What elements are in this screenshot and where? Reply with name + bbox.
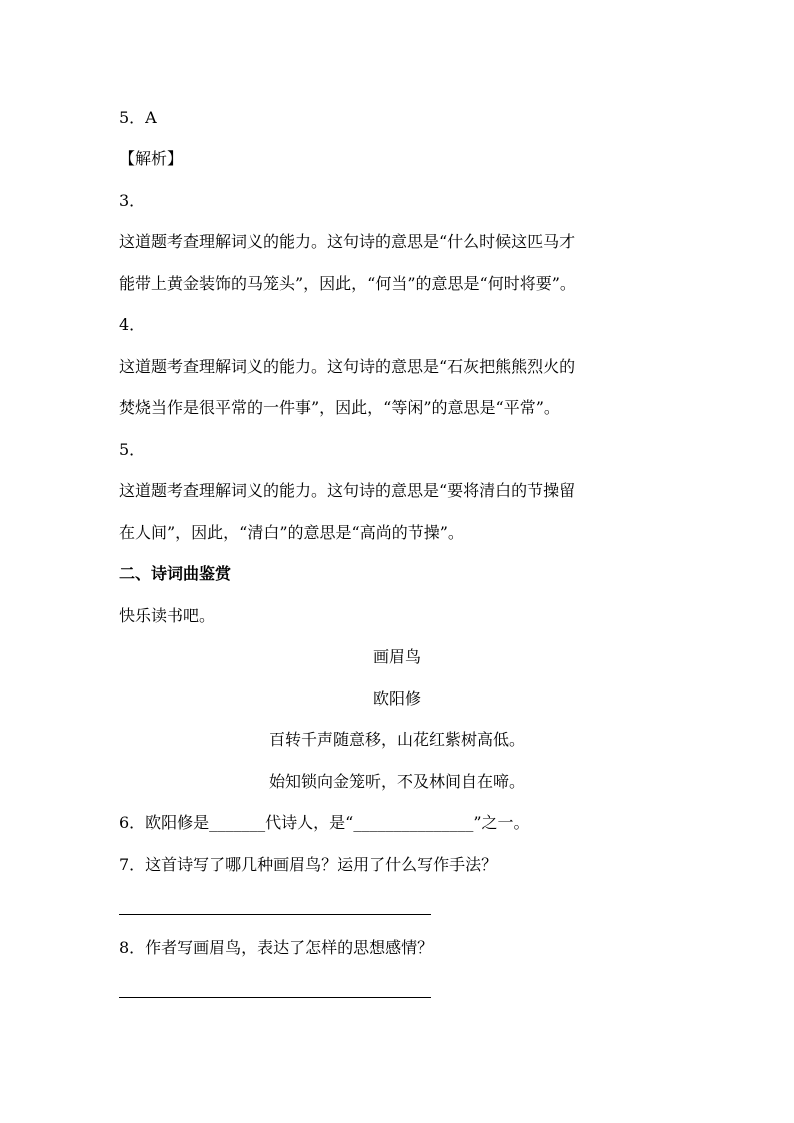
question-8: 8．作者写画眉鸟，表达了怎样的思想感情？: [119, 938, 434, 957]
item-number-3: 3．: [119, 191, 146, 210]
explanation-5-line1: 这道题考查理解词义的能力。这句诗的意思是“要将清白的节操留: [119, 481, 576, 500]
explanation-4-line1: 这道题考查理解词义的能力。这句诗的意思是“石灰把熊熊烈火的: [119, 357, 576, 376]
answer-line-8[interactable]: [119, 997, 431, 998]
analysis-heading: 【解析】: [119, 149, 184, 168]
item-number-4: 4．: [119, 315, 146, 334]
answer-5: 5．A: [119, 108, 157, 127]
explanation-3-line2: 能带上黄金装饰的马笼头”，因此，“何当”的意思是“何时将要”。: [119, 274, 576, 293]
poem-title: 画眉鸟: [372, 647, 421, 666]
poem-line-1: 百转千声随意移，山花红紫树高低。: [268, 730, 525, 749]
explanation-5-line2: 在人间”，因此，“清白”的意思是“高尚的节操”。: [119, 523, 464, 542]
section-heading: 二、诗词曲鉴赏: [119, 564, 232, 583]
poem-line-2: 始知锁向金笼听，不及林间自在啼。: [268, 772, 525, 791]
explanation-4-line2: 焚烧当作是很平常的一件事”，因此，“等闲”的意思是“平常”。: [119, 398, 560, 417]
answer-line-7[interactable]: [119, 914, 431, 915]
question-7: 7．这首诗写了哪几种画眉鸟？运用了什么写作手法？: [119, 855, 498, 874]
item-number-5: 5．: [119, 440, 146, 459]
explanation-3-line1: 这道题考查理解词义的能力。这句诗的意思是“什么时候这匹马才: [119, 232, 576, 251]
poem-author: 欧阳修: [372, 689, 421, 708]
section-intro: 快乐读书吧。: [119, 606, 216, 625]
question-6: 6．欧阳修是_______代诗人，是“_______________”之一。: [119, 813, 530, 832]
